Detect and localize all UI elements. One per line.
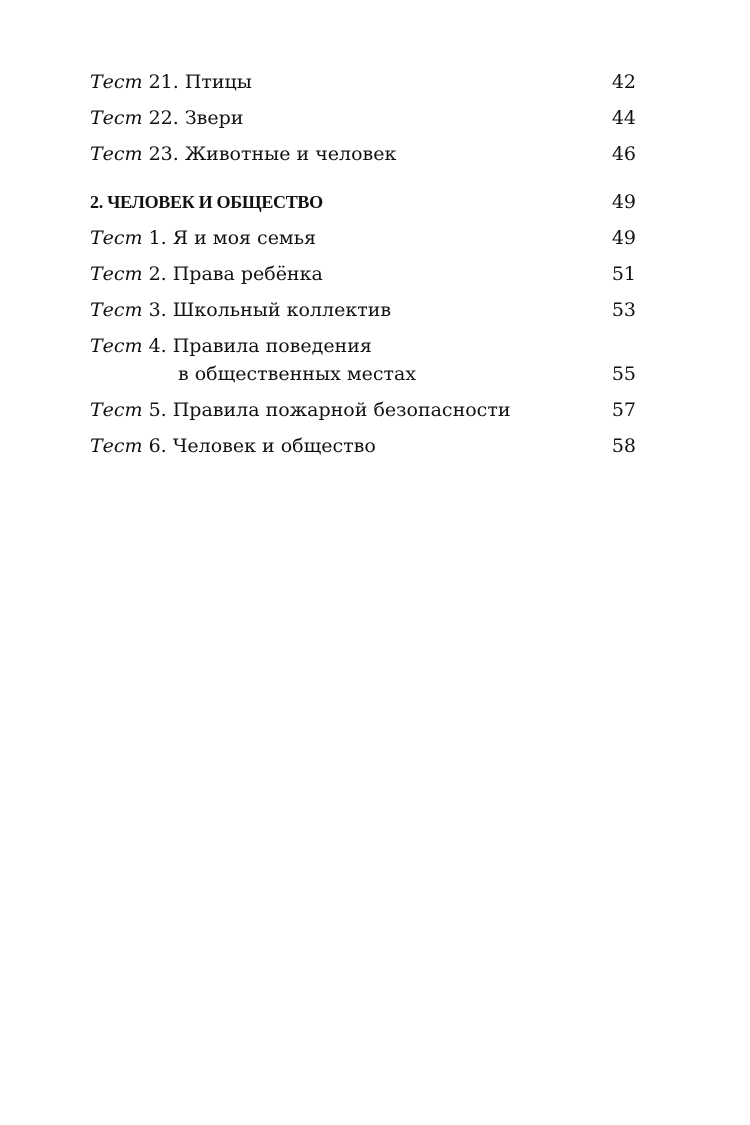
- page-number: 42: [611, 71, 636, 93]
- page-number: 51: [611, 263, 636, 285]
- toc-entry[interactable]: [90, 70, 636, 106]
- test-number: 23: [148, 143, 173, 165]
- test-label: Тест: [90, 435, 143, 457]
- page-number: 55: [611, 363, 636, 385]
- entry-title: Звери: [184, 107, 244, 129]
- test-separator: .: [172, 107, 179, 129]
- page-number: 46: [611, 143, 636, 165]
- toc-entry[interactable]: [90, 226, 636, 262]
- test-separator: .: [160, 227, 167, 249]
- table-of-contents: [90, 70, 636, 470]
- toc-entry[interactable]: [90, 106, 636, 142]
- test-number: 1: [148, 227, 161, 249]
- entry-title-line-2: в общественных местах: [178, 363, 417, 385]
- entry-title: Правила пожарной безопасности: [172, 399, 511, 421]
- test-number: 22: [148, 107, 173, 129]
- test-label: Тест: [90, 107, 143, 129]
- test-separator: .: [160, 435, 167, 457]
- test-number: 2: [148, 263, 161, 285]
- test-separator: .: [160, 263, 167, 285]
- test-separator: .: [172, 143, 179, 165]
- test-separator: .: [160, 299, 167, 321]
- test-label: Тест: [90, 335, 143, 357]
- entry-title: Животные и человек: [184, 143, 397, 165]
- test-label: Тест: [90, 399, 143, 421]
- page-number: 53: [611, 299, 636, 321]
- test-label: Тест: [90, 299, 143, 321]
- test-number: 4: [148, 335, 161, 357]
- toc-entry[interactable]: [90, 298, 636, 334]
- toc-entry[interactable]: [90, 334, 636, 386]
- entry-title: Птицы: [184, 71, 252, 93]
- test-number: 6: [148, 435, 161, 457]
- test-number: 21: [148, 71, 173, 93]
- test-label: Тест: [90, 227, 143, 249]
- section-title: 2. ЧЕЛОВЕК И ОБЩЕСТВО: [90, 192, 323, 212]
- test-number: 3: [148, 299, 161, 321]
- page-number: 57: [611, 399, 636, 421]
- test-label: Тест: [90, 263, 143, 285]
- entry-title: Права ребёнка: [172, 263, 323, 285]
- toc-entry[interactable]: [90, 398, 636, 434]
- test-separator: .: [160, 335, 167, 357]
- test-number: 5: [148, 399, 161, 421]
- entry-title: Человек и общество: [172, 435, 376, 457]
- entry-line-2: [90, 362, 636, 386]
- page-number: 49: [611, 227, 636, 249]
- entry-line-1: [90, 334, 636, 362]
- test-separator: .: [160, 399, 167, 421]
- entry-title: Я и моя семья: [172, 227, 317, 249]
- entry-title-line-1: Правила поведения: [172, 335, 372, 357]
- page-number: 49: [611, 191, 636, 213]
- page-number: 44: [611, 107, 636, 129]
- entry-title: Школьный коллектив: [172, 299, 392, 321]
- toc-section-heading[interactable]: [90, 190, 636, 226]
- toc-entry[interactable]: [90, 142, 636, 178]
- page-number: 58: [611, 435, 636, 457]
- test-label: Тест: [90, 143, 143, 165]
- test-separator: .: [172, 71, 179, 93]
- toc-entry[interactable]: [90, 434, 636, 470]
- test-label: Тест: [90, 71, 143, 93]
- toc-entry[interactable]: [90, 262, 636, 298]
